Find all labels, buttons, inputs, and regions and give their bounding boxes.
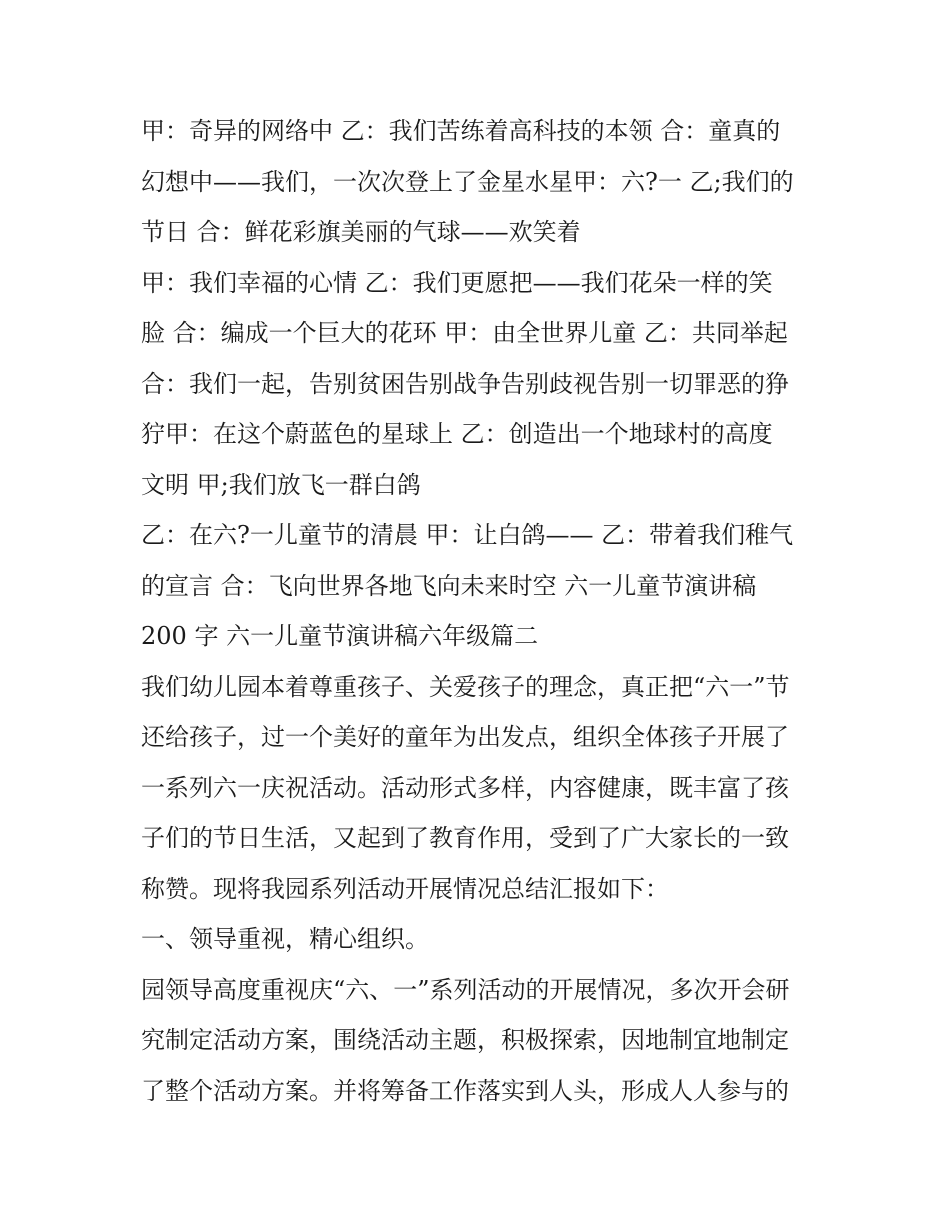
text-line: 的宣言 合：飞向世界各地飞向未来时空 六一儿童节演讲稿 [141,571,757,600]
text-line: 甲：奇异的网络中 乙：我们苦练着高科技的本领 合：童真的 [141,117,781,145]
text-line: 狞甲：在这个蔚蓝色的星球上 乙：创造出一个地球村的高度 [141,420,773,448]
text-line: 合：我们一起，告别贫困告别战争告别歧视告别一切罪恶的狰 [141,369,789,398]
text-line: 子们的节日生活，又起到了教育作用，受到了广大家长的一致 [141,824,789,852]
text-line: 乙：在六?一儿童节的清晨 甲：让白鸽—— 乙：带着我们稚气 [141,521,794,549]
text-line: 我们幼儿园本着尊重孩子、关爱孩子的理念，真正把“六一”节 [141,672,790,701]
text-line: 幻想中——我们，一次次登上了金星水星甲：六?一 乙;我们的 [141,167,794,196]
text-line: 究制定活动方案，围绕活动主题，积极探索，因地制宜地制定 [141,1026,789,1054]
text-line: 文明 甲;我们放飞一群白鸽 [141,470,421,499]
text-line: 一系列六一庆祝活动。活动形式多样，内容健康，既丰富了孩 [141,773,789,802]
body-text [141,106,811,1116]
text-line: 称赞。现将我园系列活动开展情况总结汇报如下： [141,874,669,903]
text-line: 脸 合：编成一个巨大的花环 甲：由全世界儿童 乙：共同举起 [141,319,788,347]
section-heading-line: 200 字 六一儿童节演讲稿六年级篇二 [141,622,539,650]
text-line: 还给孩子，过一个美好的童年为出发点，组织全体孩子开展了 [141,723,789,751]
text-line: 甲：我们幸福的心情 乙：我们更愿把——我们花朵一样的笑 [141,268,773,297]
text-line: 了整个活动方案。并将筹备工作落实到人头，形成人人参与的 [141,1076,789,1105]
text-line: 园领导高度重视庆“六、一”系列活动的开展情况，多次开会研 [141,975,790,1004]
subsection-heading: 一、领导重视，精心组织。 [141,925,429,953]
text-line: 节日 合：鲜花彩旗美丽的气球——欢笑着 [141,218,581,246]
